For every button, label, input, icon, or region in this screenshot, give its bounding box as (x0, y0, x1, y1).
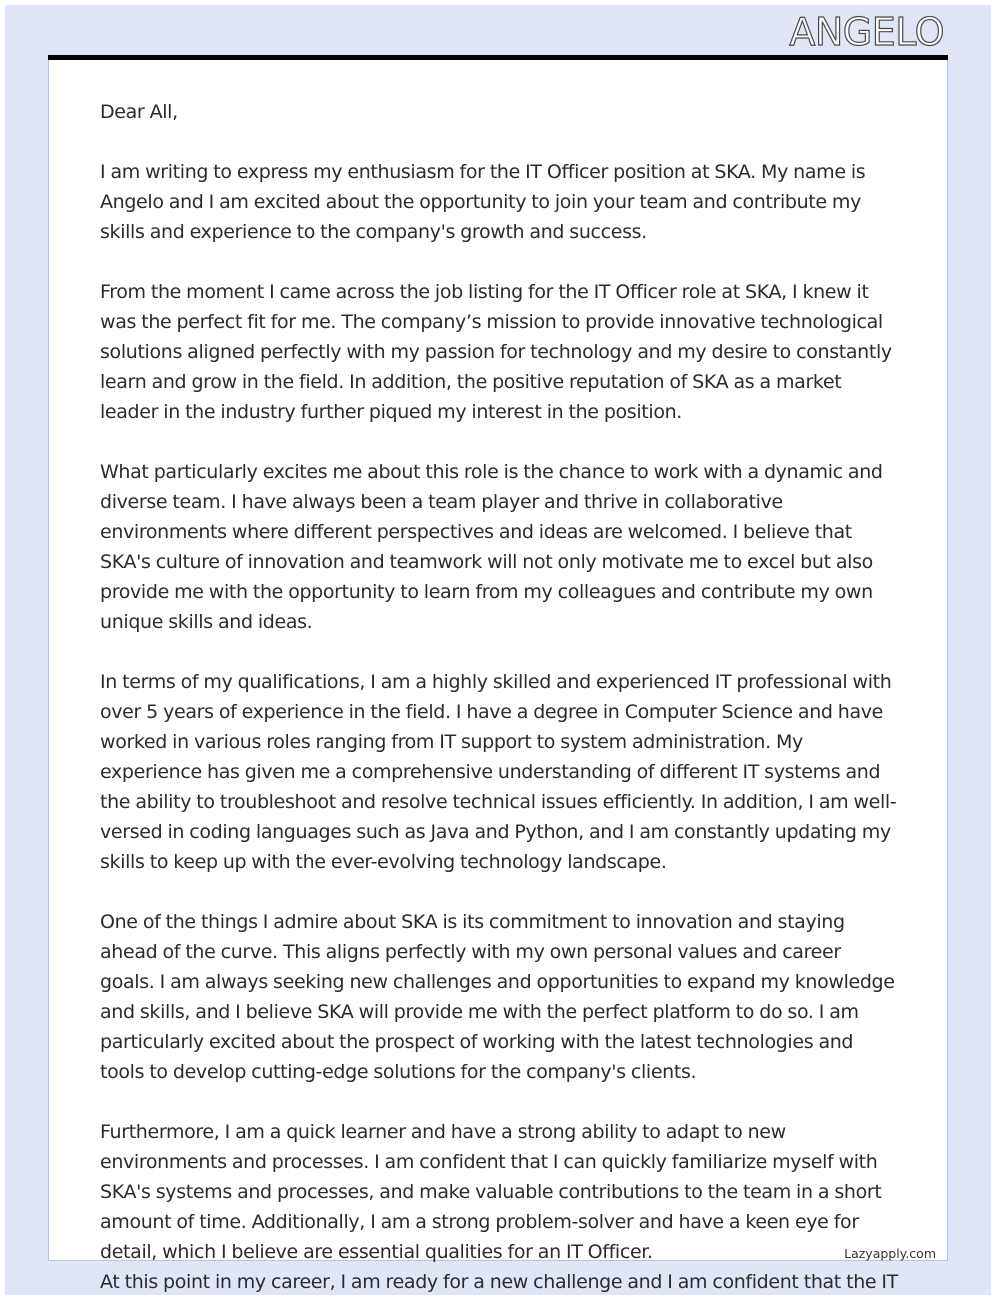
letter-salutation: Dear All, (100, 101, 178, 123)
watermark-text: Lazyapply.com (844, 1246, 936, 1261)
letter-paragraph: What particularly excites me about this role is the chance to work with a dynamic and diverse team. I have always been a team player and thrive in collaborative environments where different perspectives and ideas are welcomed. I believe that SKA's culture of innovation and teamwork will not only motivate me to excel but also provide me with the opportunity to learn from my colleagues and contribute my own unique skills and ideas. (100, 461, 883, 633)
letter-paragraph: In terms of my qualifications, I am a highly skilled and experienced IT professional with over 5 years of experience in the field. I have a degree in Computer Science and have worked in various roles ranging from IT support to system administration. My experience has given me a comprehensive understanding of different IT systems and the ability to troubleshoot and resolve technical issues efficiently. In addition, I am well-versed in coding languages such as Java and Python, and I am constantly updating my skills to keep up with the ever-evolving technology landscape. (100, 671, 897, 873)
letter-body (100, 97, 900, 1297)
letter-paragraph: Furthermore, I am a quick learner and have a strong ability to adapt to new environments and processes. I am confident that I can quickly familiarize myself with SKA's systems and processes, and make valuable contributions to the team in a short amount of time. Additionally, I am a strong problem-solver and have a keen eye for detail, which I believe are essential qualities for an IT Officer. (100, 1121, 882, 1263)
letter-paragraph: From the moment I came across the job listing for the IT Officer role at SKA, I knew it was the perfect fit for me. The company’s mission to provide innovative technological solutions aligned perfectly with my passion for technology and my desire to constantly learn and grow in the field. In addition, the positive reputation of SKA as a market leader in the industry further piqued my interest in the position. (100, 281, 892, 423)
letter-overflow-line: At this point in my career, I am ready for a new challenge and I am confident that the IT (100, 1271, 898, 1293)
letter-paragraph: One of the things I admire about SKA is its commitment to innovation and staying ahead of the curve. This aligns perfectly with my own personal values and career goals. I am always seeking new challenges and opportunities to expand my knowledge and skills, and I believe SKA will provide me with the perfect platform to do so. I am particularly excited about the prospect of working with the latest technologies and tools to develop cutting-edge solutions for the company's clients. (100, 911, 895, 1083)
letter-paragraph: I am writing to express my enthusiasm for the IT Officer position at SKA. My name is Angelo and I am excited about the opportunity to join your team and contribute my skills and experience to the company's growth and success. (100, 161, 866, 243)
brand-name: ANGELO (789, 10, 944, 54)
